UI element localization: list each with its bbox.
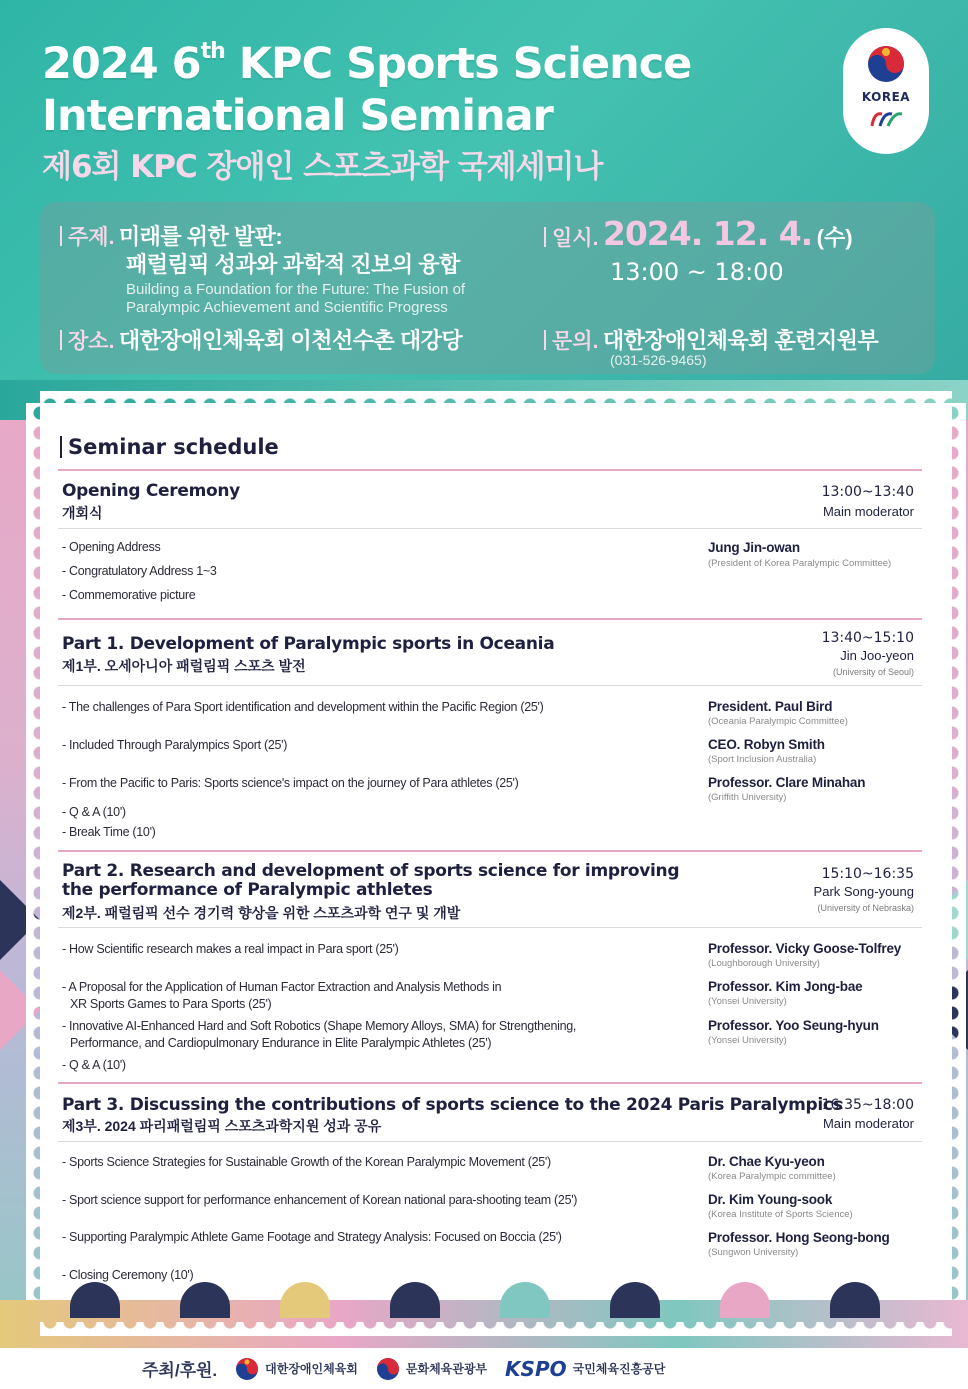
venue-value: 대한장애인체육회 이천선수촌 대강당	[118, 328, 463, 353]
part1-time: 13:40~15:10	[821, 630, 914, 646]
taegeuk-icon	[235, 1357, 259, 1381]
ministry-logo-icon	[376, 1357, 400, 1381]
speaker-affiliation: (Sungwon University)	[708, 1247, 799, 1258]
date-value: 2024. 12. 4.	[602, 214, 813, 253]
part3-time: 16:35~18:00	[821, 1097, 914, 1113]
part2-moderator-affiliation: (University of Nebraska)	[817, 903, 914, 913]
footer-sponsors	[0, 1348, 968, 1389]
opening-title: Opening Ceremony	[62, 481, 240, 501]
divider	[58, 618, 922, 620]
divider	[58, 1141, 922, 1142]
speaker-affiliation: (Yonsei University)	[708, 996, 787, 1007]
contact-phone: (031-526-9465)	[610, 352, 707, 368]
contact-label: 문의.	[552, 330, 599, 353]
part3-title: Part 3. Discussing the contributions of sports science to the 2024 Paris Paralympics	[62, 1095, 843, 1115]
schedule-heading: Seminar schedule	[60, 435, 279, 459]
part3-item: - Supporting Paralympic Athlete Game Footage and Strategy Analysis: Focused on Boccia (25')	[62, 1230, 562, 1244]
part2-title-ko: 제2부. 패럴림픽 선수 경기력 향상을 위한 스포츠과학 연구 및 개발	[62, 905, 461, 921]
speaker-name: Professor. Clare Minahan	[708, 775, 866, 790]
time-value: 13:00 ~ 18:00	[610, 258, 784, 286]
opening-item: - Commemorative picture	[62, 588, 196, 602]
speaker-name: Professor. Vicky Goose-Tolfrey	[708, 941, 902, 956]
divider	[58, 685, 922, 686]
part3-title-ko: 제3부. 2024 파리패럴림픽 스포츠과학지원 성과 공유	[62, 1118, 382, 1134]
opening-item: - Opening Address	[62, 540, 161, 554]
card-edge-top	[40, 391, 952, 405]
part1-item: - The challenges of Para Sport identification and development within the Pacific Region (25')	[62, 700, 544, 714]
theme-label: 주제.	[68, 226, 115, 249]
divider	[58, 927, 922, 928]
speaker-affiliation: (Griffith University)	[708, 792, 787, 803]
part2-item: - How Scientific research makes a real impact in Para sport (25')	[62, 942, 399, 956]
theme-ko-line1: 미래를 위한 발판:	[118, 224, 283, 249]
kspo-logo: KSPO	[505, 1356, 567, 1381]
divider	[58, 469, 922, 471]
taegeuk-icon	[866, 44, 906, 84]
card-edge-bottom	[40, 1322, 952, 1336]
logo-korea-text: KOREA	[861, 90, 911, 104]
host-label: 주최/후원.	[142, 1361, 218, 1380]
kpc-logo	[843, 28, 929, 154]
speaker-affiliation: (Korea Institute of Sports Science)	[708, 1209, 853, 1220]
sponsor-ministry: 문화체육관광부	[376, 1357, 487, 1381]
speaker-affiliation: (President of Korea Paralympic Committee)	[708, 558, 892, 569]
card-edge-left	[26, 403, 40, 1323]
speaker-name: President. Paul Bird	[708, 699, 833, 714]
part1-item: - Break Time (10')	[62, 825, 156, 839]
opening-moderator: Main moderator	[822, 504, 914, 519]
speaker-name: Professor. Kim Jong-bae	[708, 979, 863, 994]
part3-moderator: Main moderator	[822, 1116, 914, 1131]
venue-block	[60, 324, 462, 355]
speaker-affiliation: (Yonsei University)	[708, 1035, 787, 1046]
speaker-name: Professor. Yoo Seung-hyun	[708, 1018, 879, 1033]
opening-item: - Congratulatory Address 1~3	[62, 564, 217, 578]
part2-item: - Q & A (10')	[62, 1058, 126, 1072]
speaker-name: Jung Jin-owan	[708, 540, 800, 555]
speaker-name: CEO. Robyn Smith	[708, 737, 825, 752]
part1-title-ko: 제1부. 오세아니아 패럴림픽 스포츠 발전	[62, 658, 306, 674]
opening-time: 13:00~13:40	[821, 484, 914, 500]
speaker-name: Professor. Hong Seong-bong	[708, 1230, 890, 1245]
part2-title-line2: the performance of Paralympic athletes	[62, 880, 433, 900]
part1-item: - Included Through Paralympics Sport (25')	[62, 738, 288, 752]
contact-value: 대한장애인체육회 훈련지원부	[602, 328, 879, 353]
part1-moderator: Jin Joo-yeon	[840, 648, 914, 663]
date-block	[544, 214, 853, 253]
part1-item: - From the Pacific to Paris: Sports science's impact on the journey of Para athletes (25')	[62, 776, 519, 790]
part2-item: XR Sports Games to Para Sports (25')	[70, 997, 272, 1011]
title-korean: 제6회 KPC 장애인 스포츠과학 국제세미나	[42, 149, 603, 185]
part3-item: - Closing Ceremony (10')	[62, 1268, 194, 1282]
speaker-affiliation: (Korea Paralympic committee)	[708, 1171, 836, 1182]
part3-item: - Sports Science Strategies for Sustainable Growth of the Korean Paralympic Movement (25')	[62, 1155, 551, 1169]
speaker-affiliation: (Loughborough University)	[708, 958, 820, 969]
venue-label: 장소.	[68, 330, 115, 353]
theme-en-line1: Building a Foundation for the Future: The Fusion of	[126, 281, 466, 298]
sponsor-kspo: KSPO 국민체육진흥공단	[505, 1356, 666, 1381]
part2-time: 15:10~16:35	[821, 866, 914, 882]
agitos-icon	[866, 108, 906, 130]
day-value: (수)	[816, 225, 853, 250]
part2-item: - Innovative AI-Enhanced Hard and Soft Robotics (Shape Memory Alloys, SMA) for Strengthening,	[62, 1019, 577, 1033]
speaker-affiliation: (Sport Inclusion Australia)	[708, 754, 817, 765]
part2-item: Performance, and Cardiopulmonary Endurance in Elite Paralympic Athletes (25')	[70, 1036, 492, 1050]
contact-block	[544, 324, 878, 355]
part1-moderator-affiliation: (University of Seoul)	[832, 667, 914, 677]
speaker-name: Dr. Chae Kyu-yeon	[708, 1154, 825, 1169]
theme-ko-line2: 패럴림픽 성과와 과학적 진보의 융합	[126, 252, 460, 277]
event-info-box	[40, 202, 935, 374]
part2-moderator: Park Song-young	[813, 884, 914, 899]
part2-item: - A Proposal for the Application of Human Factor Extraction and Analysis Methods in	[62, 980, 502, 994]
divider	[58, 850, 922, 852]
theme-en-line2: Paralympic Achievement and Scientific Progress	[126, 299, 448, 316]
divider	[58, 1082, 922, 1084]
part3-item: - Sport science support for performance enhancement of Korean national para-shooting team (25')	[62, 1193, 578, 1207]
opening-title-ko: 개회식	[62, 505, 103, 521]
part1-title: Part 1. Development of Paralympic sports in Oceania	[62, 634, 555, 654]
part2-title-line1: Part 2. Research and development of sports science for improving	[62, 861, 680, 881]
part1-item: - Q & A (10')	[62, 805, 126, 819]
title-english: 2024 6th KPC Sports Science International Seminar	[42, 39, 692, 141]
theme-block	[60, 220, 282, 251]
divider	[58, 528, 922, 529]
speaker-affiliation: (Oceania Paralympic Committee)	[708, 716, 848, 727]
sponsor-kpc: 대한장애인체육회	[235, 1357, 358, 1381]
date-label: 일시.	[552, 227, 599, 250]
card-edge-right	[952, 403, 966, 1323]
speaker-name: Dr. Kim Young-sook	[708, 1192, 833, 1207]
